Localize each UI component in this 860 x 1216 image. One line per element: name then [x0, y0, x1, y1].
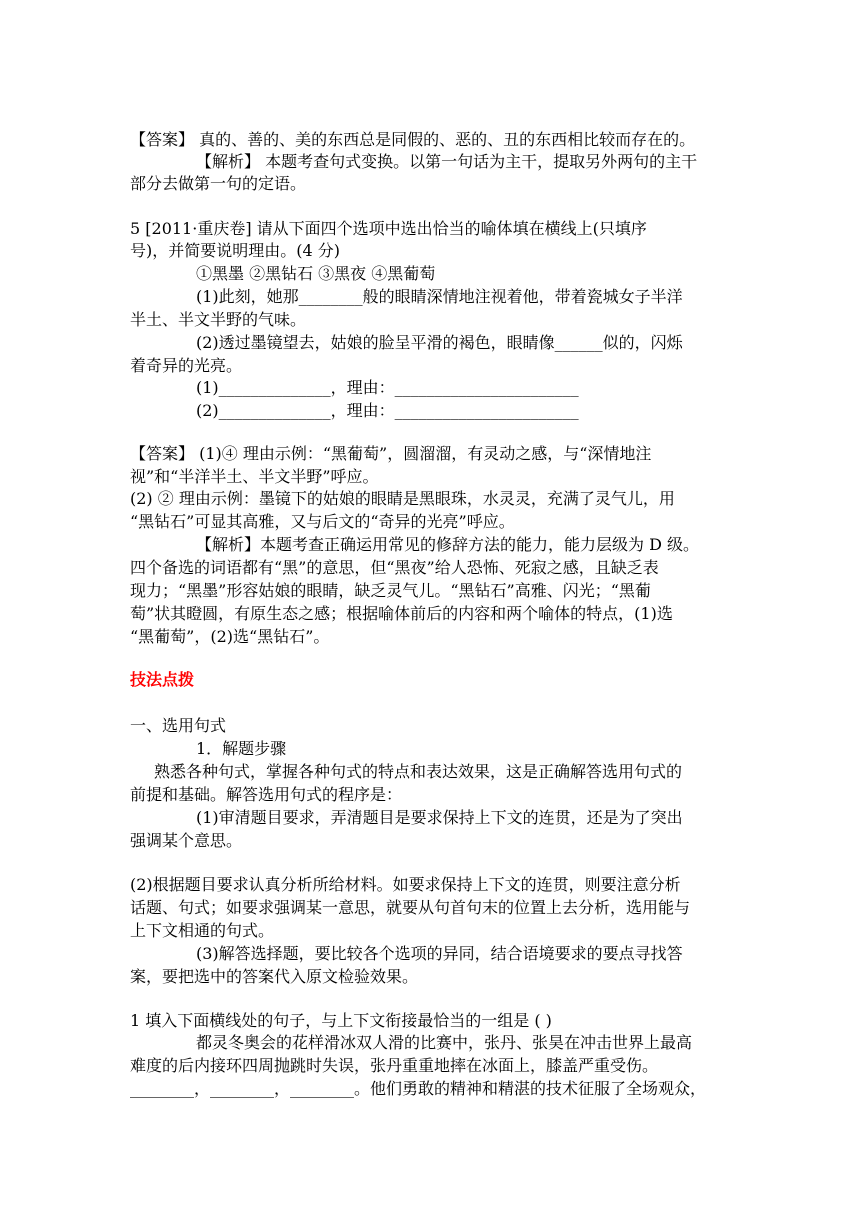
- step-1-line-2: 强调某个意思。: [130, 831, 243, 850]
- question-5-line-2: 号)，并简要说明理由。(4 分): [130, 241, 340, 260]
- section-heading: 技法点拨: [130, 670, 195, 689]
- step-2-line-1: (2)根据题目要求认真分析所给材料。如要求保持上下文的连贯，则要注意分析: [130, 875, 681, 894]
- step-3-line-1: (3)解答选择题，要比较各个选项的异同，结合语境要求的要点寻找答: [196, 944, 683, 963]
- answer-5-line-1: 【答案】 (1)④ 理由示例：“黑葡萄”，圆溜溜，有灵动之感，与“深情地注: [130, 444, 652, 463]
- question-1-line-3: 难度的后内接环四周抛跳时失误，张丹重重地摔在冰面上，膝盖严重受伤。: [130, 1056, 659, 1075]
- answer-line-1: 【答案】 真的、善的、美的东西总是同假的、恶的、丑的东西相比较而存在的。: [130, 130, 696, 149]
- analysis-line-1: 【解析】 本题考查句式变换。以第一句话为主干，提取另外两句的主干: [196, 152, 698, 171]
- intro-line-2: 前提和基础。解答选用句式的程序是：: [130, 785, 403, 804]
- sentence-1-line-2: 半土、半文半野的气味。: [130, 310, 307, 329]
- analysis-5-line-2: 四个备选的词语都有“黑”的意思，但“黑夜”给人恐怖、死寂之感，且缺乏表: [130, 558, 659, 577]
- analysis-line-2: 部分去做第一句的定语。: [130, 174, 307, 193]
- answer-5-line-4: “黑钻石”可显其高雅，又与后文的“奇异的光亮”呼应。: [130, 512, 515, 531]
- answer-blank-1: (1)______________，理由：_______________________: [196, 378, 579, 397]
- analysis-5-line-3: 现力；“黑墨”形容姑娘的眼睛，缺乏灵气儿。“黑钻石”高雅、闪光；“黑葡: [130, 581, 651, 600]
- step-3-line-2: 案，要把选中的答案代入原文检验效果。: [130, 967, 419, 986]
- step-2-line-2: 话题、句式；如要求强调某一意思，就要从句首句末的位置上去分析，选用能与: [130, 898, 691, 917]
- step-1-line-1: (1)审清题目要求，弄清题目是要求保持上下文的连贯，还是为了突出: [196, 808, 683, 827]
- question-1-line-4: ________，________，________。他们勇敢的精神和精湛的技术征服了全场观众，: [130, 1079, 707, 1098]
- answer-5-line-2: 视”和“半洋半土、半文半野”呼应。: [130, 467, 379, 486]
- sentence-1-line-1: (1)此刻，她那________般的眼睛深情地注视着他，带着瓷城女子半洋: [196, 287, 683, 306]
- analysis-5-line-5: “黑葡萄”，(2)选“黑钻石”。: [130, 627, 330, 646]
- question-5-line-1: 5 [2011·重庆卷] 请从下面四个选项中选出恰当的喻体填在横线上(只填序: [130, 219, 647, 238]
- answer-blank-2: (2)______________，理由：_______________________: [196, 401, 579, 420]
- analysis-5-line-1: 【解析】本题考查正确运用常见的修辞方法的能力，能力层级为 D 级。: [196, 535, 700, 554]
- answer-5-line-3: (2) ② 理由示例：墨镜下的姑娘的眼睛是黑眼珠，水灵灵，充满了灵气儿，用: [130, 489, 675, 508]
- step-2-line-3: 上下文相通的句式。: [130, 921, 275, 940]
- analysis-5-line-4: 萄”状其瞪圆，有原生态之感；根据喻体前后的内容和两个喻体的特点，(1)选: [130, 604, 673, 623]
- question-1-line-1: 1 填入下面横线处的句子，与上下文衔接最恰当的一组是 ( ): [130, 1011, 552, 1030]
- sentence-2-line-2: 着奇异的光亮。: [130, 356, 243, 375]
- options-line: ①黑墨 ②黑钻石 ③黑夜 ④黑葡萄: [196, 264, 436, 283]
- step-title: 1．解题步骤: [196, 739, 287, 758]
- question-1-line-2: 都灵冬奥会的花样滑冰双人滑的比赛中，张丹、张昊在冲击世界上最高: [196, 1033, 693, 1052]
- intro-line-1: 熟悉各种句式，掌握各种句式的特点和表达效果，这是正确解答选用句式的: [154, 762, 683, 781]
- sentence-2-line-1: (2)透过墨镜望去，姑娘的脸呈平滑的褐色，眼睛像______似的，闪烁: [196, 333, 683, 352]
- subsection-title: 一、选用句式: [130, 716, 227, 735]
